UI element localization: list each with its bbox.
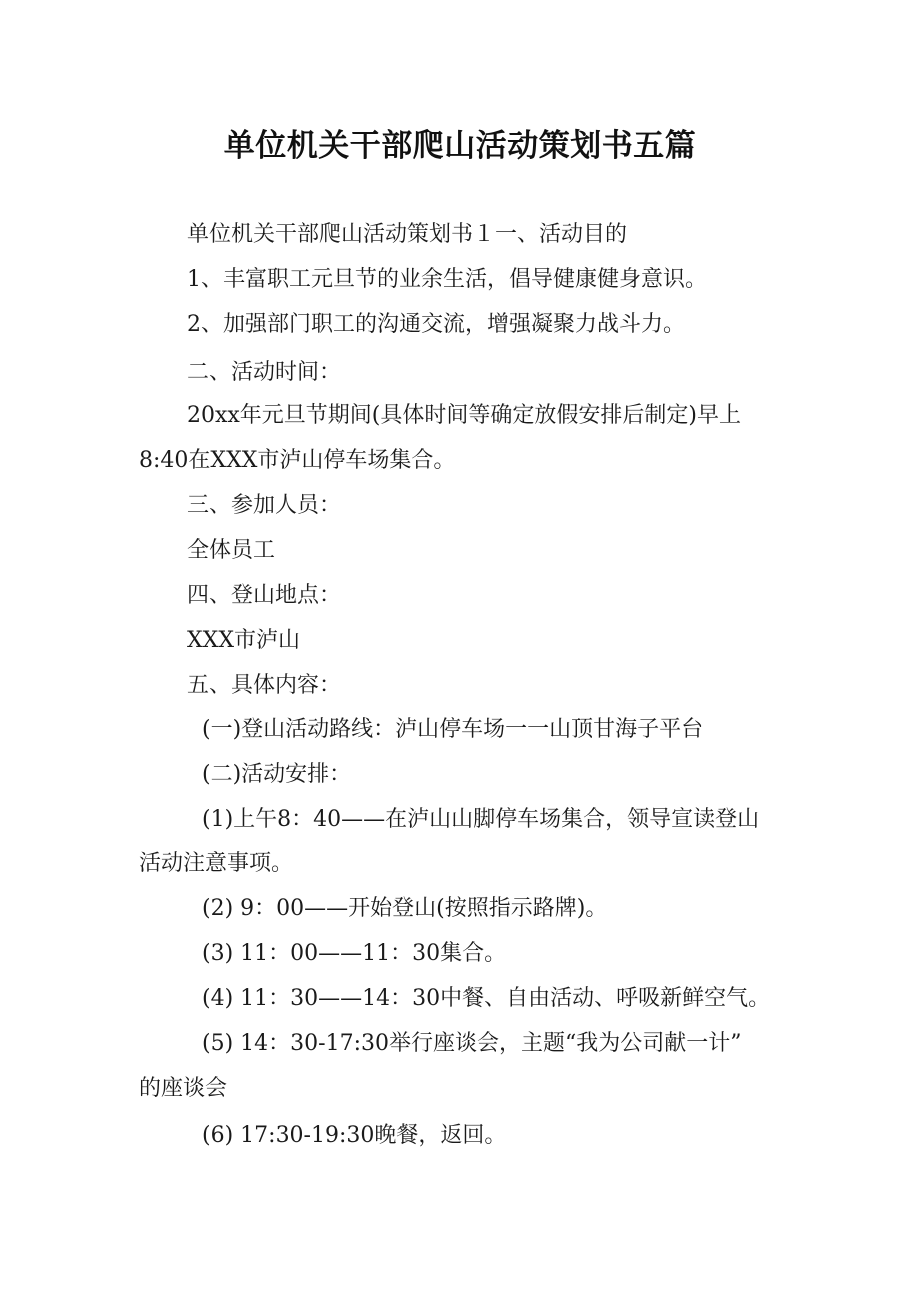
paragraph-line: (二)活动安排：: [202, 762, 352, 787]
paragraph-line: 20xx年元旦节期间(具体时间等确定放假安排后制定)早上: [187, 403, 741, 428]
paragraph-line: (2) 9：00——开始登山(按照指示路牌)。: [202, 896, 608, 921]
paragraph-line: 8:40在XXX市泸山停车场集合。: [139, 448, 456, 473]
paragraph-line: 2、加强部门职工的沟通交流，增强凝聚力战斗力。: [187, 312, 685, 337]
paragraph-line: (1)上午8：40——在泸山山脚停车场集合，领导宣读登山: [202, 807, 760, 832]
paragraph-line: (6) 17:30-19:30晚餐，返回。: [202, 1123, 507, 1148]
paragraph-line: (4) 11：30——14：30中餐、自由活动、呼吸新鲜空气。: [202, 986, 771, 1011]
paragraph-line: 活动注意事项。: [139, 851, 294, 876]
section-heading: 五、具体内容：: [187, 673, 342, 698]
section-heading: 四、登山地点：: [187, 583, 342, 608]
section-heading: 三、参加人员：: [187, 493, 342, 518]
paragraph-line: (5) 14：30-17:30举行座谈会，主题“我为公司献一计”: [202, 1031, 742, 1056]
paragraph-line: XXX市泸山: [187, 628, 300, 653]
paragraph-line: (3) 11：00——11：30集合。: [202, 941, 507, 966]
paragraph-line: 的座谈会: [139, 1076, 228, 1101]
paragraph-line: (一)登山活动路线：泸山停车场一一山顶甘海子平台: [202, 717, 704, 742]
section-heading: 二、活动时间：: [187, 360, 342, 385]
paragraph-line: 单位机关干部爬山活动策划书１一、活动目的: [187, 222, 628, 247]
paragraph-line: 1、丰富职工元旦节的业余生活，倡导健康健身意识。: [187, 267, 707, 292]
paragraph-line: 全体员工: [187, 538, 276, 563]
document-title: 单位机关干部爬山活动策划书五篇: [223, 128, 697, 164]
